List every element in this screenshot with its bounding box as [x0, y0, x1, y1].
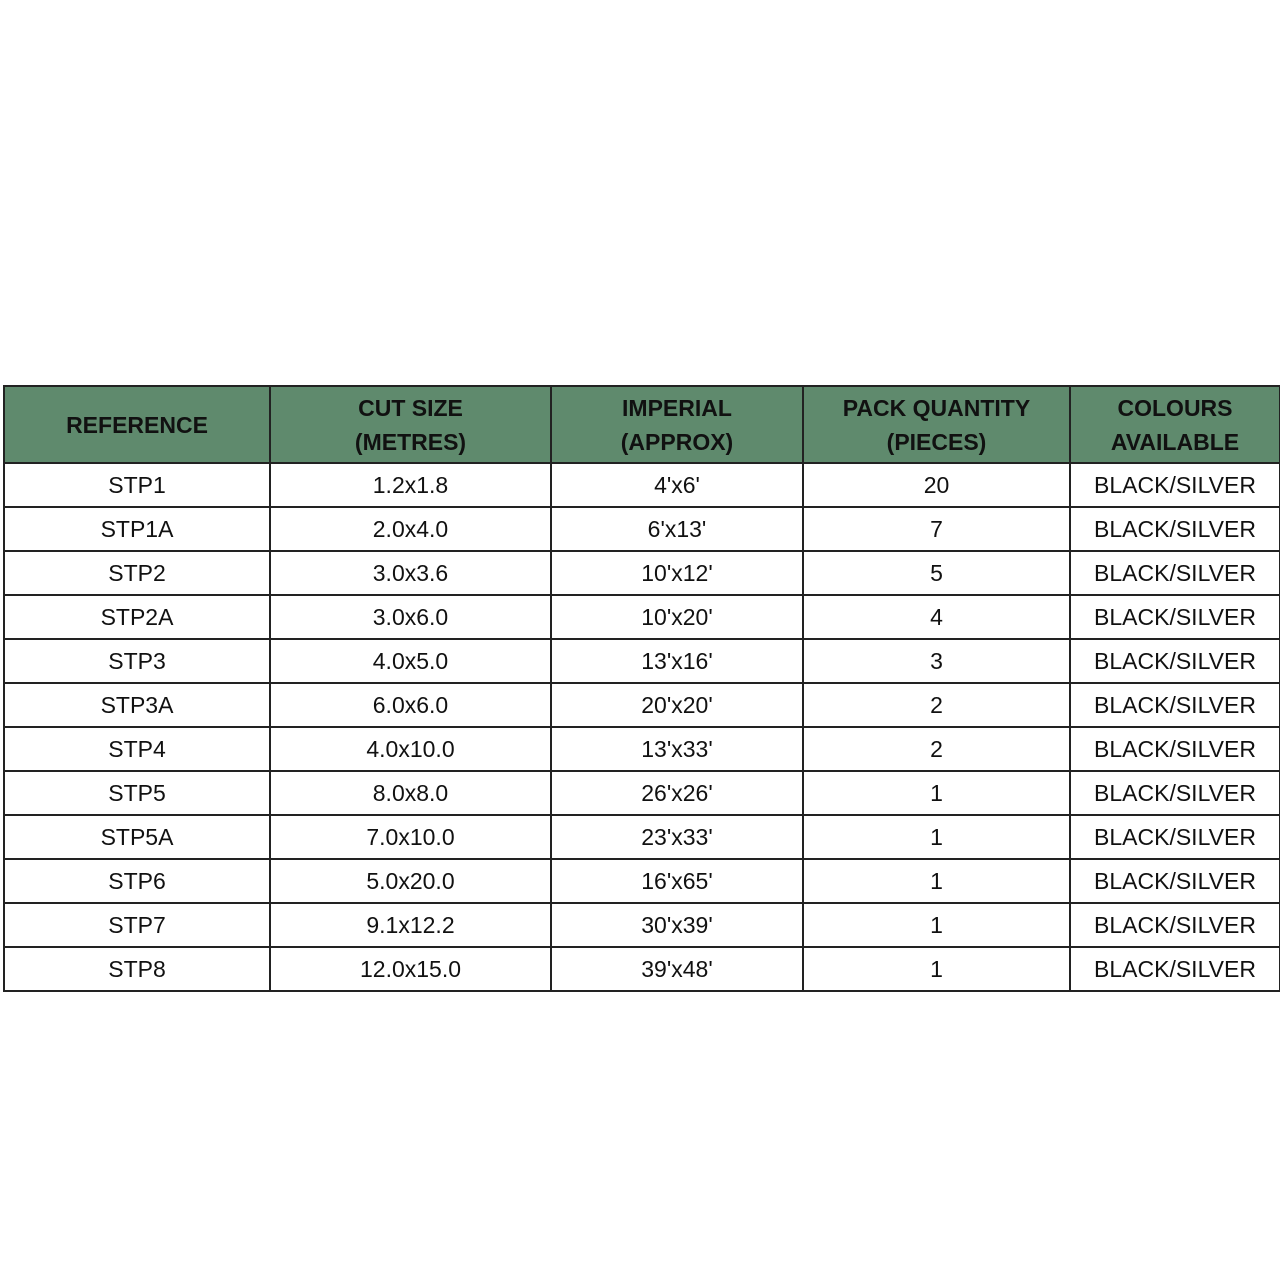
table-row — [4, 463, 1280, 507]
cell-imperial: 4'x6' — [551, 463, 803, 507]
cell-colours: BLACK/SILVER — [1070, 507, 1280, 551]
cell-imperial: 20'x20' — [551, 683, 803, 727]
cell-colours: BLACK/SILVER — [1070, 771, 1280, 815]
cell-imperial: 23'x33' — [551, 815, 803, 859]
header-imperial: IMPERIAL (APPROX) — [551, 386, 803, 463]
cell-reference: STP3 — [4, 639, 270, 683]
cell-reference: STP8 — [4, 947, 270, 991]
cell-reference: STP5 — [4, 771, 270, 815]
cell-cut-size: 4.0x5.0 — [270, 639, 551, 683]
cell-colours: BLACK/SILVER — [1070, 903, 1280, 947]
cell-cut-size: 8.0x8.0 — [270, 771, 551, 815]
cell-colours: BLACK/SILVER — [1070, 639, 1280, 683]
cell-imperial: 13'x16' — [551, 639, 803, 683]
cell-pack-quantity: 2 — [803, 727, 1070, 771]
cell-cut-size: 12.0x15.0 — [270, 947, 551, 991]
table-row — [4, 507, 1280, 551]
table-row — [4, 947, 1280, 991]
cell-reference: STP3A — [4, 683, 270, 727]
cell-pack-quantity: 20 — [803, 463, 1070, 507]
table-row — [4, 859, 1280, 903]
cell-imperial: 6'x13' — [551, 507, 803, 551]
cell-imperial: 30'x39' — [551, 903, 803, 947]
cell-pack-quantity: 5 — [803, 551, 1070, 595]
cell-reference: STP2A — [4, 595, 270, 639]
cell-pack-quantity: 7 — [803, 507, 1070, 551]
cell-colours: BLACK/SILVER — [1070, 683, 1280, 727]
cell-colours: BLACK/SILVER — [1070, 463, 1280, 507]
cell-reference: STP7 — [4, 903, 270, 947]
table-row — [4, 771, 1280, 815]
cell-pack-quantity: 1 — [803, 771, 1070, 815]
table-row — [4, 551, 1280, 595]
table-row — [4, 727, 1280, 771]
cell-cut-size: 5.0x20.0 — [270, 859, 551, 903]
size-spec-table — [3, 385, 1280, 992]
table-row — [4, 903, 1280, 947]
cell-reference: STP1A — [4, 507, 270, 551]
cell-cut-size: 9.1x12.2 — [270, 903, 551, 947]
header-cut-size: CUT SIZE (METRES) — [270, 386, 551, 463]
header-row — [4, 386, 1280, 463]
cell-cut-size: 6.0x6.0 — [270, 683, 551, 727]
cell-imperial: 13'x33' — [551, 727, 803, 771]
cell-colours: BLACK/SILVER — [1070, 947, 1280, 991]
table-row — [4, 683, 1280, 727]
cell-colours: BLACK/SILVER — [1070, 859, 1280, 903]
cell-pack-quantity: 1 — [803, 859, 1070, 903]
cell-pack-quantity: 1 — [803, 947, 1070, 991]
table-body — [4, 463, 1280, 991]
cell-reference: STP6 — [4, 859, 270, 903]
cell-imperial: 10'x12' — [551, 551, 803, 595]
cell-colours: BLACK/SILVER — [1070, 595, 1280, 639]
cell-pack-quantity: 1 — [803, 815, 1070, 859]
cell-colours: BLACK/SILVER — [1070, 815, 1280, 859]
header-colours: COLOURS AVAILABLE — [1070, 386, 1280, 463]
cell-colours: BLACK/SILVER — [1070, 727, 1280, 771]
cell-cut-size: 2.0x4.0 — [270, 507, 551, 551]
cell-reference: STP4 — [4, 727, 270, 771]
cell-reference: STP2 — [4, 551, 270, 595]
cell-cut-size: 3.0x3.6 — [270, 551, 551, 595]
table-row — [4, 595, 1280, 639]
cell-reference: STP1 — [4, 463, 270, 507]
table-row — [4, 815, 1280, 859]
table-row — [4, 639, 1280, 683]
cell-imperial: 39'x48' — [551, 947, 803, 991]
header-reference: REFERENCE — [4, 386, 270, 463]
cell-imperial: 26'x26' — [551, 771, 803, 815]
cell-colours: BLACK/SILVER — [1070, 551, 1280, 595]
cell-cut-size: 4.0x10.0 — [270, 727, 551, 771]
cell-cut-size: 1.2x1.8 — [270, 463, 551, 507]
header-pack-quantity: PACK QUANTITY (PIECES) — [803, 386, 1070, 463]
cell-cut-size: 3.0x6.0 — [270, 595, 551, 639]
cell-imperial: 16'x65' — [551, 859, 803, 903]
cell-pack-quantity: 3 — [803, 639, 1070, 683]
cell-pack-quantity: 4 — [803, 595, 1070, 639]
cell-pack-quantity: 2 — [803, 683, 1070, 727]
cell-pack-quantity: 1 — [803, 903, 1070, 947]
cell-imperial: 10'x20' — [551, 595, 803, 639]
cell-cut-size: 7.0x10.0 — [270, 815, 551, 859]
cell-reference: STP5A — [4, 815, 270, 859]
